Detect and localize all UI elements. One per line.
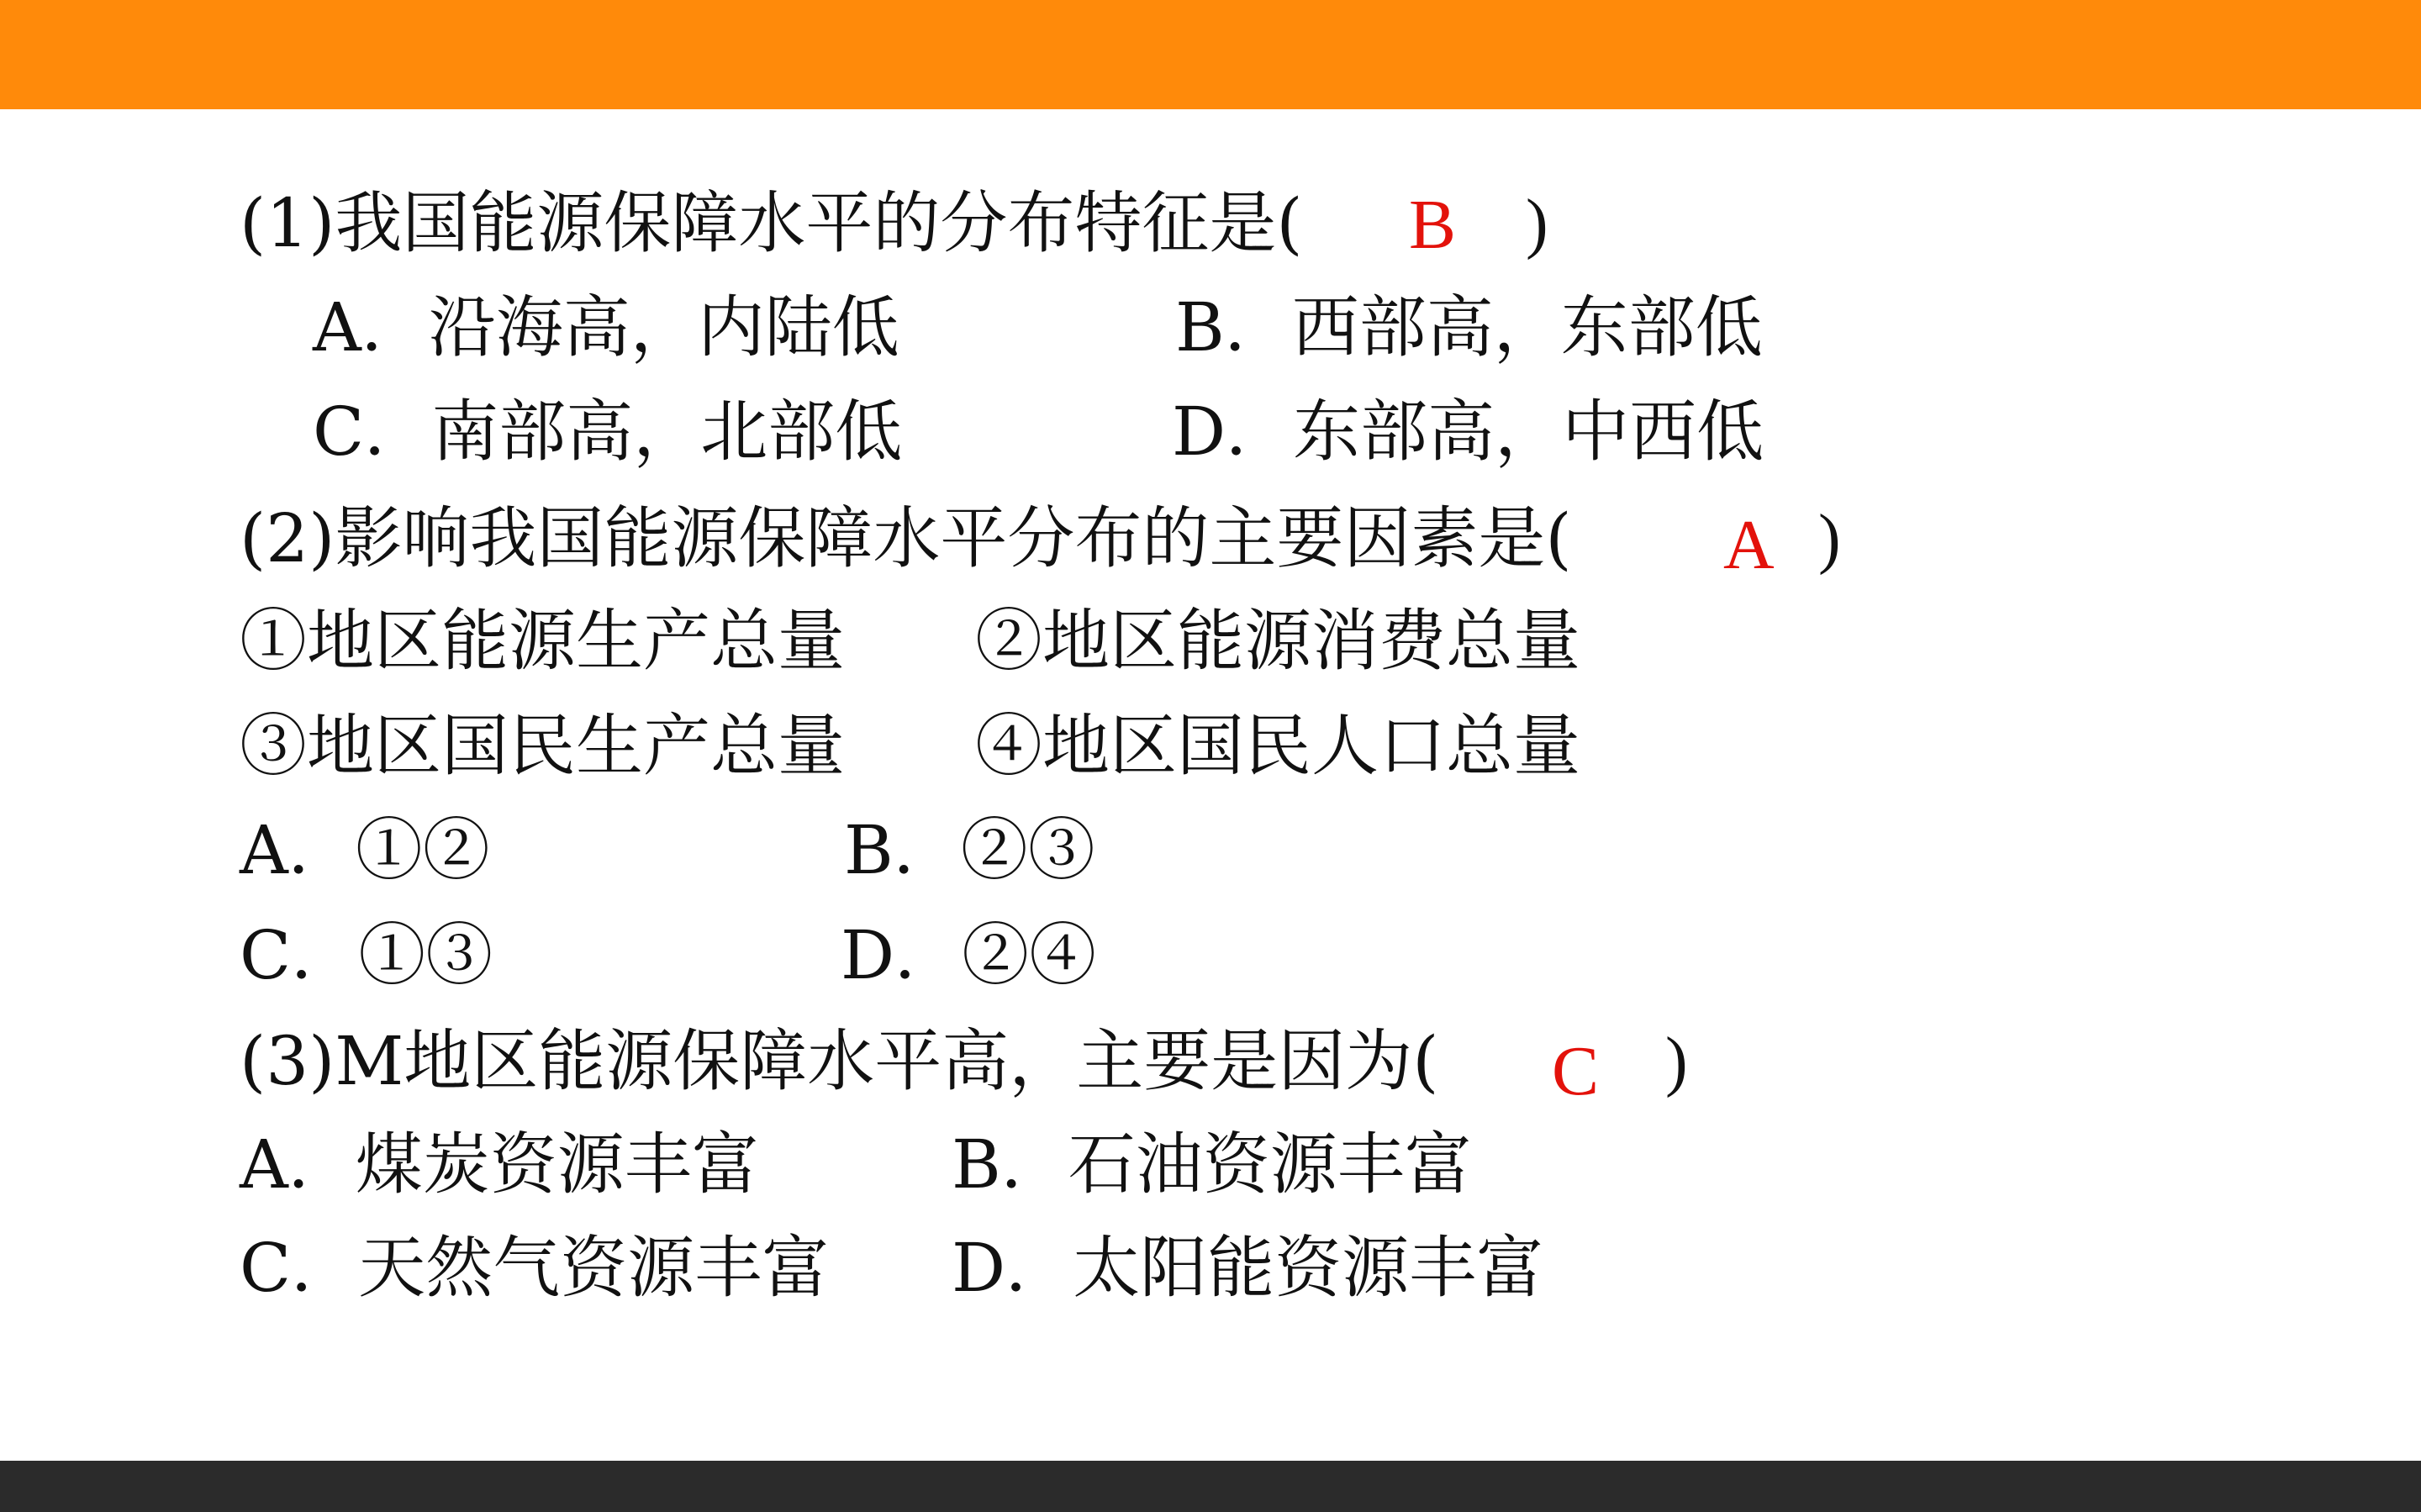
q2-option-b: B．②③ — [844, 811, 1095, 889]
q3-option-b: B．石油资源丰富 — [952, 1125, 1472, 1204]
q3-option-d: D．太阳能资源丰富 — [952, 1229, 1544, 1307]
q2-answer: A — [1723, 506, 1775, 584]
q3-option-a: A．煤炭资源丰富 — [240, 1125, 759, 1204]
header-bar — [0, 0, 2421, 109]
q3-option-c: C．天然气资源丰富 — [240, 1229, 830, 1307]
q1-stem: (1)我国能源保障水平的分布特征是( — [240, 184, 1303, 262]
q2-close-paren: ) — [1818, 502, 1841, 576]
q3-close-paren: ) — [1665, 1025, 1688, 1098]
q2-option-d: D．②④ — [841, 916, 1097, 994]
q1-close-paren: ) — [1526, 187, 1548, 261]
q2-stem: (2)影响我国能源保障水平分布的主要因素是( — [240, 499, 1572, 577]
q1-option-a: A．沿海高，内陆低 — [313, 288, 899, 366]
footer-bar — [0, 1461, 2421, 1512]
q2-item-2: ②地区能源消费总量 — [975, 602, 1580, 680]
q1-option-d: D．东部高，中西低 — [1172, 392, 1764, 471]
q2-item-1: ①地区能源生产总量 — [240, 602, 845, 680]
q1-option-b: B．西部高，东部低 — [1175, 288, 1763, 366]
q2-option-a: A．①② — [240, 811, 490, 889]
q3-stem: (3)M地区能源保障水平高，主要是因为( — [240, 1022, 1439, 1100]
q2-item-4: ④地区国民人口总量 — [975, 707, 1580, 785]
q1-option-c: C．南部高，北部低 — [313, 392, 903, 471]
q3-answer: C — [1552, 1032, 1600, 1110]
q2-item-3: ③地区国民生产总量 — [240, 707, 845, 785]
q1-answer: B — [1409, 186, 1457, 264]
q2-option-c: C．①③ — [240, 916, 493, 994]
